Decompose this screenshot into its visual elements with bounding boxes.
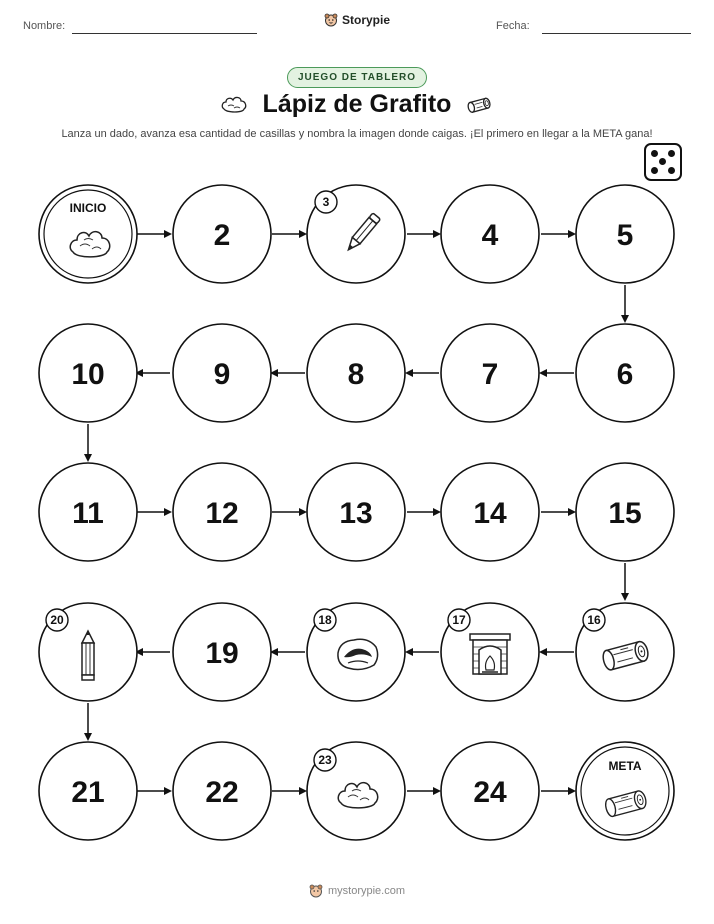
cell-number: 7 — [481, 358, 499, 391]
cell-number-badge: 20 — [50, 613, 64, 627]
cell-number: 22 — [205, 776, 239, 809]
board-cell-19 — [173, 603, 271, 701]
board-cell-7 — [441, 324, 539, 422]
board-cell-1 — [39, 185, 137, 283]
board-cell-4 — [441, 185, 539, 283]
board-cell-13 — [307, 463, 405, 561]
board-cell-12 — [173, 463, 271, 561]
board-cell-8 — [307, 324, 405, 422]
board-cell-24 — [441, 742, 539, 840]
pencil-icon — [82, 631, 94, 680]
board-cell-14 — [441, 463, 539, 561]
start-label: INICIO — [69, 201, 107, 215]
cell-number-badge: 17 — [452, 613, 466, 627]
board-cell-6 — [576, 324, 674, 422]
name-label: Nombre: — [23, 20, 66, 32]
board-cell-5 — [576, 185, 674, 283]
storypie-logo-icon — [309, 884, 323, 898]
board-cell-23 — [307, 742, 405, 840]
cell-number: 4 — [481, 219, 499, 252]
cell-number: 19 — [205, 637, 239, 670]
cell-number: 9 — [213, 358, 231, 391]
cell-number: 11 — [72, 497, 104, 530]
cell-number: 15 — [608, 497, 642, 530]
instructions: Lanza un dado, avanza esa cantidad de casillas y nombra la imagen donde caigas. ¡El primero en llegar a la META gana! — [61, 128, 653, 140]
board-cell-22 — [173, 742, 271, 840]
cell-number: 10 — [71, 358, 105, 391]
cell-number-badge: 23 — [318, 753, 332, 767]
cell-number-badge: 18 — [318, 613, 332, 627]
date-label: Fecha: — [496, 20, 530, 32]
cell-number-badge: 3 — [322, 195, 330, 209]
cell-number: 14 — [473, 497, 507, 530]
cell-number: 6 — [616, 358, 634, 391]
brand-name: Storypie — [341, 13, 390, 27]
board-cell-2 — [173, 185, 271, 283]
board-cell-16 — [576, 603, 674, 701]
cell-number: 2 — [213, 219, 231, 252]
fireplace-icon — [470, 634, 510, 674]
footer-url[interactable]: mystorypie.com — [327, 885, 406, 897]
cell-number-badge: 16 — [587, 613, 601, 627]
footer — [0, 884, 714, 903]
cell-number: 12 — [205, 497, 239, 530]
game-type-badge: JUEGO DE TABLERO — [287, 67, 427, 88]
cell-number: 21 — [71, 776, 105, 809]
board-cell-11 — [39, 463, 137, 561]
cell-number: 13 — [339, 497, 373, 530]
finish-label: META — [608, 759, 642, 773]
page-title: Lápiz de Grafito — [262, 90, 452, 118]
board-cell-10 — [39, 324, 137, 422]
board-cell-17 — [441, 603, 539, 701]
board-cell-20 — [39, 603, 137, 701]
board-cell-25 — [576, 742, 674, 840]
cell-number: 8 — [347, 358, 365, 391]
coal-icon — [338, 639, 378, 669]
board-cell-3 — [307, 185, 405, 283]
cell-number: 5 — [616, 219, 634, 252]
board-cell-9 — [173, 324, 271, 422]
board-cell-15 — [576, 463, 674, 561]
board-cell-21 — [39, 742, 137, 840]
board-cell-18 — [307, 603, 405, 701]
cell-number: 24 — [473, 776, 507, 809]
